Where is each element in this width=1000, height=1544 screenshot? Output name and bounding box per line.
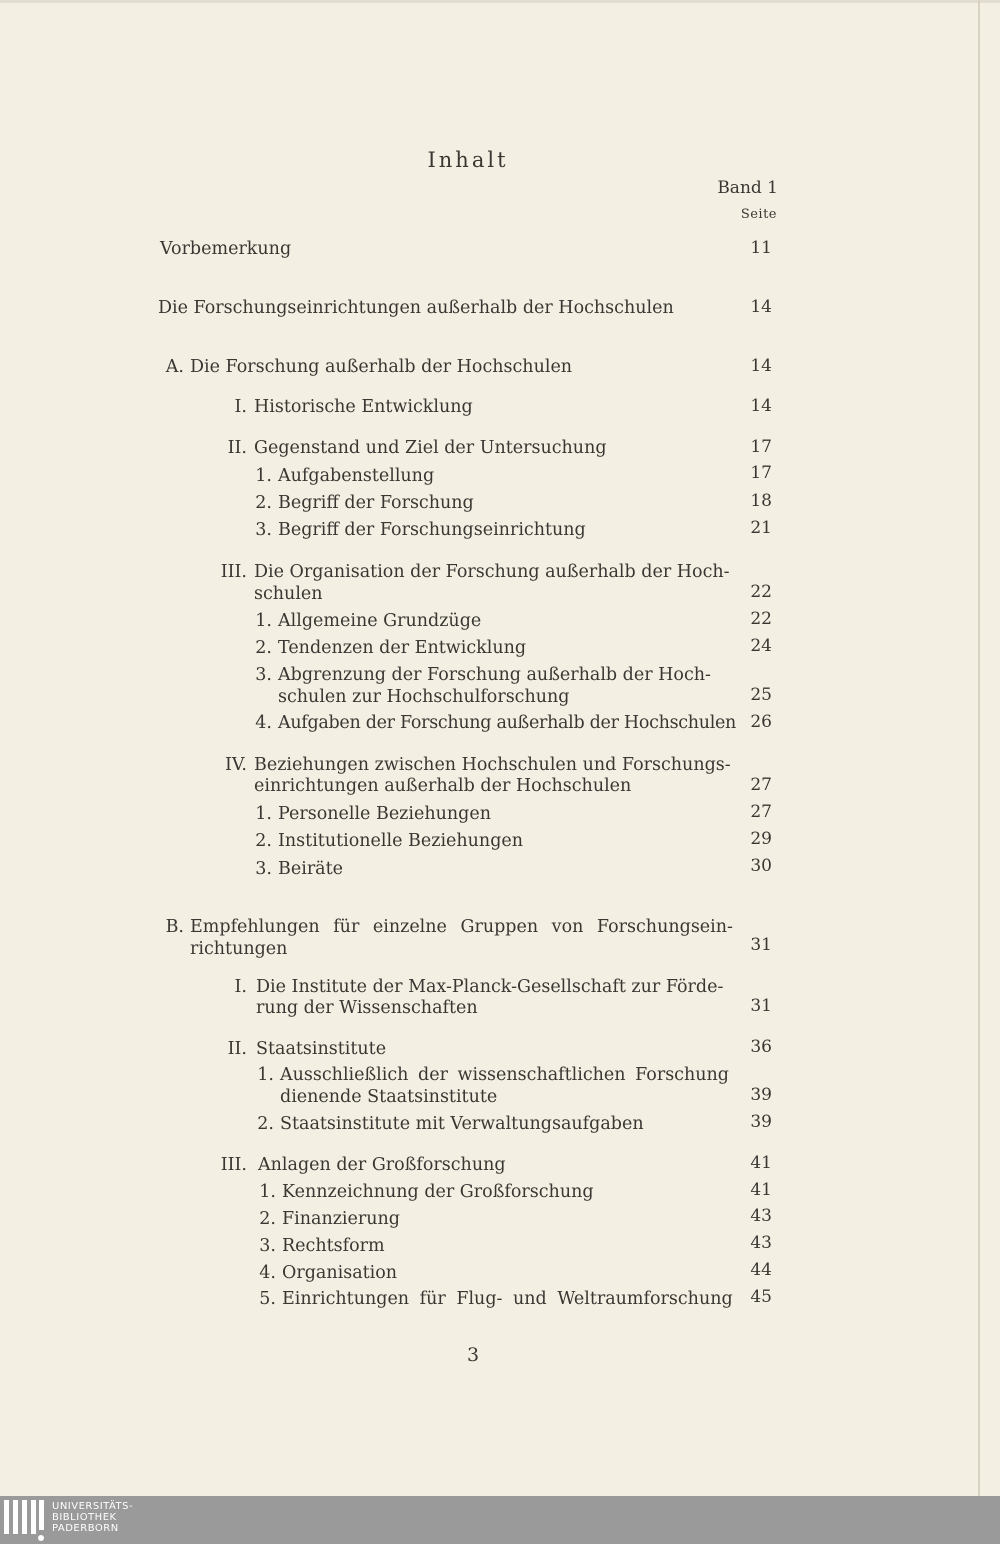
toc-entry-text: Die Organisation der Forschung außerhalb der Hoch- [254,562,730,582]
toc-page-number: 43 [750,1206,772,1226]
toc-entry-number: II. [227,1039,247,1059]
toc-entry-text: Finanzierung [282,1209,400,1229]
toc-entry-number: 1. [255,804,272,824]
toc-entry-text: Staatsinstitute [256,1039,387,1059]
toc-page-number: 14 [750,396,772,416]
library-name [52,1501,133,1534]
toc-entry-text: schulen [254,584,323,604]
toc-entry-number: 3. [255,520,272,540]
page-number: 3 [466,1344,480,1366]
toc-entry-number: 3. [255,859,272,879]
toc-page-number: 44 [750,1260,772,1280]
toc-entry-text: Begriff der Forschungseinrichtung [278,520,586,540]
toc-entry-text: dienende Staatsinstitute [280,1087,498,1107]
toc-entry-text: Die Forschung außerhalb der Hochschulen [190,357,573,377]
toc-entry-text: Begriff der Forschung [278,493,474,513]
toc-entry-text: Beziehungen zwischen Hochschulen und Forschungs- [254,755,731,775]
library-logo-icon [4,1500,46,1540]
toc-entry-number: 2. [255,493,272,513]
library-name-line: BIBLIOTHEK [52,1512,117,1523]
toc-entry-number: 2. [255,831,272,851]
toc-entry-number: 1. [255,611,272,631]
toc-entry-text: schulen zur Hochschulforschung [278,687,570,707]
toc-entry-text: Institutionelle Beziehungen [278,831,524,851]
toc-page-number: 29 [750,829,772,849]
toc-page-number: 14 [750,356,772,376]
library-name-line: UNIVERSITÄTS- [52,1501,134,1512]
toc-entry-number: II. [227,438,247,458]
page-top-edge [0,0,1000,3]
toc-entry-text: Historische Entwicklung [254,397,473,417]
toc-page-number: 24 [750,636,772,656]
toc-entry-number: 1. [257,1065,274,1085]
toc-entry-text: Rechtsform [282,1236,385,1256]
toc-page-number: 17 [750,463,772,483]
toc-entry-number: 3. [259,1236,276,1256]
toc-entry-number: III. [220,562,247,582]
toc-entry-number: 4. [255,713,272,733]
toc-page-number: 45 [750,1287,772,1307]
toc-entry-text: Beiräte [278,859,344,879]
toc-entry-text: Anlagen der Großforschung [258,1155,506,1175]
seite-label: Seite [740,207,777,222]
toc-entry-text: Kennzeichnung der Großforschung [282,1182,594,1202]
toc-entry-text: rung der Wissenschaften [256,998,478,1018]
toc-entry-text: Einrichtungen für Flug- und Weltraumforschung [282,1289,733,1309]
page-right-edge [978,0,980,1496]
toc-page-number: 27 [750,775,772,795]
toc-entry-number: I. [234,397,247,417]
toc-page-number: 11 [750,238,772,258]
toc-entry-number: I. [234,977,247,997]
toc-entry-number: B. [165,917,184,937]
toc-entry-text: Vorbemerkung [160,239,292,259]
toc-entry-text: Aufgabenstellung [278,466,435,486]
toc-entry-number: 3. [255,665,272,685]
toc-page-number: 39 [750,1112,772,1132]
toc-entry-text: Die Institute der Max-Planck-Gesellschaft zur Förde- [256,977,724,997]
toc-entry-text: Organisation [282,1263,398,1283]
toc-entry-text: Abgrenzung der Forschung außerhalb der Hoch- [278,665,711,685]
toc-entry-number: 4. [259,1263,276,1283]
toc-entry-number: IV. [224,755,247,775]
toc-entry-text: Personelle Beziehungen [278,804,491,824]
toc-page-number: 31 [750,996,772,1016]
library-name-line: PADERBORN [52,1523,119,1534]
toc-page-number: 39 [750,1085,772,1105]
toc-page-number: 27 [750,802,772,822]
toc-page-number: 30 [750,856,772,876]
page-title: Inhalt [427,148,509,172]
toc-page-number: 22 [750,609,772,629]
toc-page-number: 43 [750,1233,772,1253]
toc-entry-number: A. [165,357,184,377]
toc-page-number: 17 [750,437,772,457]
toc-page-number: 26 [750,712,772,732]
toc-entry-text: Die Forschungseinrichtungen außerhalb der Hochschulen [158,298,674,318]
toc-entry-number: 2. [255,638,272,658]
band-label: Band 1 [717,178,778,198]
toc-entry-number: 5. [259,1289,276,1309]
toc-page-number: 18 [750,491,772,511]
toc-entry-text: Aufgaben der Forschung außerhalb der Hochschulen [278,713,737,733]
toc-page-number: 25 [750,685,772,705]
toc-entry-text: Staatsinstitute mit Verwaltungsaufgaben [280,1114,644,1134]
toc-entry-number: 1. [259,1182,276,1202]
toc-page-number: 36 [750,1037,772,1057]
toc-page-number: 41 [750,1180,772,1200]
toc-entry-text: Ausschließlich der wissenschaftlichen Forschung [280,1065,729,1085]
toc-entry-number: III. [220,1155,247,1175]
toc-page-number: 21 [750,518,772,538]
toc-entry-text: einrichtungen außerhalb der Hochschulen [254,776,632,796]
toc-entry-text: richtungen [190,939,288,959]
toc-entry-number: 2. [257,1114,274,1134]
library-footer-bar [0,1496,1000,1544]
toc-entry-text: Allgemeine Grundzüge [278,611,482,631]
toc-entry-number: 1. [255,466,272,486]
toc-page-number: 31 [750,935,772,955]
toc-entry-text: Gegenstand und Ziel der Untersuchung [254,438,607,458]
toc-page-number: 41 [750,1153,772,1173]
toc-page-number: 14 [750,297,772,317]
toc-page-number: 22 [750,582,772,602]
toc-entry-number: 2. [259,1209,276,1229]
toc-entry-text: Tendenzen der Entwicklung [278,638,527,658]
toc-entry-text: Empfehlungen für einzelne Gruppen von Forschungsein- [190,917,733,937]
